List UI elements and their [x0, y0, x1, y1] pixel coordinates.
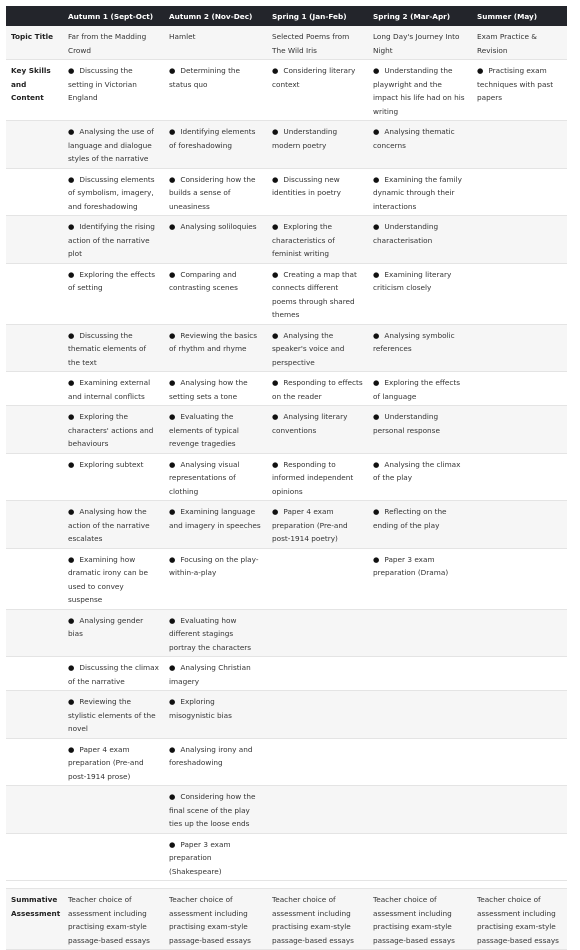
table-row [6, 609, 567, 657]
skill-cell-spring-1 [267, 501, 368, 549]
topic-cell-spring-1: Selected Poems from The Wild Iris [272, 32, 350, 55]
header-corner [6, 6, 63, 26]
bullet-icon: ● [169, 554, 176, 564]
skill-text: Exploring subtext [79, 459, 144, 469]
skill-cell-spring-2 [368, 657, 472, 691]
table-row [6, 372, 567, 406]
skill-cell-spring-2 [368, 691, 472, 739]
skill-cell-autumn-2 [164, 691, 267, 739]
skill-cell-spring-2 [368, 168, 472, 216]
bullet-icon: ● [272, 459, 279, 469]
bullet-icon: ● [272, 269, 279, 279]
bullet-icon: ● [272, 507, 279, 516]
table-body [6, 26, 567, 950]
bullet-icon: ● [169, 744, 176, 754]
skill-cell-spring-1 [267, 263, 368, 324]
skill-cell-summer [472, 372, 567, 406]
skill-cell-summer [472, 324, 567, 372]
skill-cell-autumn-1 [63, 372, 164, 406]
skill-cell-summer [472, 738, 567, 786]
skill-text: Discussing elements of symbolism, imagery, and foreshadowing [68, 174, 155, 211]
skill-cell-autumn-1 [63, 168, 164, 216]
header-row [6, 6, 567, 26]
bullet-icon: ● [272, 222, 279, 231]
bullet-icon: ● [373, 66, 380, 75]
bullet-icon: ● [169, 792, 176, 801]
skill-cell-autumn-1 [63, 786, 164, 834]
bullet-icon: ● [373, 330, 380, 340]
topic-title-row [6, 26, 567, 60]
skill-text: Analysing soliloquies [180, 222, 257, 231]
table-row [6, 691, 567, 739]
skill-cell-autumn-2 [164, 324, 267, 372]
bullet-icon: ● [272, 127, 279, 136]
skill-cell-spring-2 [368, 263, 472, 324]
skill-cell-spring-2 [368, 833, 472, 881]
bullet-icon: ● [272, 378, 279, 387]
skill-text: Exploring the effects of language [373, 378, 461, 401]
bullet-icon: ● [169, 412, 176, 421]
bullet-icon: ● [169, 615, 176, 625]
skill-text: Understanding characterisation [373, 222, 439, 245]
skill-cell-autumn-2 [164, 60, 267, 121]
bullet-icon: ● [169, 174, 176, 184]
skill-cell-spring-1 [267, 216, 368, 264]
skill-text: Analysing symbolic references [373, 330, 455, 353]
skill-text: Analysing the climax of the play [373, 459, 461, 482]
bullet-icon: ● [169, 459, 176, 469]
skill-cell-autumn-2 [164, 263, 267, 324]
skill-text: Exploring the effects of setting [68, 269, 156, 292]
skill-cell-autumn-1 [63, 657, 164, 691]
section-divider [6, 881, 567, 889]
skill-cell-autumn-1 [63, 691, 164, 739]
skill-text: Analysing Christian imagery [169, 663, 251, 686]
skill-cell-summer [472, 406, 567, 454]
skill-text: Identifying elements of foreshadowing [169, 127, 256, 150]
topic-cell-spring-2: Long Day's Journey Into Night [373, 32, 460, 55]
skill-cell-spring-2 [368, 548, 472, 609]
skill-cell-spring-2 [368, 121, 472, 169]
skill-cell-summer [472, 168, 567, 216]
bullet-icon: ● [272, 330, 279, 340]
skill-cell-autumn-1 [63, 121, 164, 169]
skill-cell-autumn-2 [164, 372, 267, 406]
skill-text: Understanding modern poetry [272, 127, 338, 150]
bullet-icon: ● [477, 66, 484, 75]
bullet-icon: ● [169, 127, 176, 136]
summative-cell-summer: Teacher choice of assessment including practising exam-style passage-based essays [477, 895, 559, 945]
skill-cell-autumn-1 [63, 833, 164, 881]
bullet-icon: ● [169, 269, 176, 279]
summative-cell-autumn-2: Teacher choice of assessment including practising exam-style passage-based essays [169, 895, 251, 945]
bullet-icon: ● [68, 697, 75, 706]
skill-text: Analysing literary conventions [272, 412, 348, 435]
skill-text: Considering how the final scene of the play ties up the loose ends [169, 792, 256, 828]
skill-cell-summer [472, 501, 567, 549]
skill-cell-autumn-1 [63, 263, 164, 324]
skill-cell-spring-1 [267, 60, 368, 121]
skill-cell-spring-2 [368, 60, 472, 121]
table-row [6, 453, 567, 501]
bullet-icon: ● [68, 554, 75, 564]
skill-cell-autumn-2 [164, 216, 267, 264]
table-row [6, 216, 567, 264]
skill-cell-spring-2 [368, 406, 472, 454]
skill-cell-summer [472, 216, 567, 264]
skill-text: Determining the status quo [169, 66, 241, 89]
skill-cell-spring-2 [368, 453, 472, 501]
skill-text: Comparing and contrasting scenes [169, 269, 238, 292]
table-row [6, 406, 567, 454]
row-label-empty [6, 548, 63, 609]
skill-text: Practising exam techniques with past papers [477, 66, 554, 102]
skill-text: Analysing thematic concerns [373, 127, 455, 150]
skill-cell-autumn-2 [164, 548, 267, 609]
row-label-empty [6, 453, 63, 501]
bullet-icon: ● [373, 507, 380, 516]
bullet-icon: ● [272, 174, 279, 184]
skill-cell-spring-1 [267, 833, 368, 881]
skill-cell-summer [472, 609, 567, 657]
row-label-empty [6, 609, 63, 657]
skill-cell-autumn-2 [164, 786, 267, 834]
table-row [6, 168, 567, 216]
skill-text: Evaluating how different stagings portray the characters [169, 615, 252, 652]
row-label-empty [6, 738, 63, 786]
row-label-empty [6, 501, 63, 549]
skill-cell-spring-2 [368, 372, 472, 406]
skill-text: Exploring the characters' actions and behaviours [68, 412, 154, 448]
skill-text: Analysing how the setting sets a tone [169, 378, 248, 401]
skill-text: Analysing the speaker's voice and perspective [272, 330, 345, 367]
skill-text: Focusing on the play-within-a-play [169, 554, 259, 577]
bullet-icon: ● [373, 459, 380, 469]
summative-cell-autumn-1: Teacher choice of assessment including practising exam-style passage-based essays [68, 895, 150, 945]
skill-text: Analysing irony and foreshadowing [169, 744, 253, 767]
skill-cell-autumn-2 [164, 168, 267, 216]
skill-cell-summer [472, 60, 567, 121]
skill-text: Analysing how the action of the narrative escalates [68, 507, 150, 543]
table-row [6, 657, 567, 691]
skill-text: Discussing new identities in poetry [272, 174, 341, 197]
skill-cell-summer [472, 121, 567, 169]
bullet-icon: ● [373, 378, 380, 387]
skill-text: Responding to effects on the reader [272, 378, 363, 401]
skill-cell-autumn-2 [164, 738, 267, 786]
skill-cell-summer [472, 833, 567, 881]
table-row [6, 60, 567, 121]
skill-cell-summer [472, 657, 567, 691]
skill-cell-autumn-2 [164, 657, 267, 691]
row-label-empty [6, 786, 63, 834]
bullet-icon: ● [68, 66, 75, 75]
bullet-icon: ● [169, 330, 176, 340]
skill-text: Paper 4 exam preparation (Pre-and post-1914 poetry) [272, 507, 348, 543]
bullet-icon: ● [373, 412, 380, 421]
skill-cell-autumn-2 [164, 501, 267, 549]
skill-text: Identifying the rising action of the narrative plot [68, 222, 155, 258]
summative-assessment-row [6, 889, 567, 950]
bullet-icon: ● [68, 744, 75, 754]
bullet-icon: ● [169, 663, 176, 672]
key-skills-label: Key Skills and Content [11, 66, 51, 102]
skill-cell-spring-1 [267, 548, 368, 609]
skill-cell-autumn-1 [63, 406, 164, 454]
header-summer: Summer (May) [472, 6, 567, 26]
bullet-icon: ● [68, 269, 75, 279]
row-label-empty [6, 324, 63, 372]
bullet-icon: ● [373, 127, 380, 136]
table-row [6, 786, 567, 834]
skill-cell-autumn-1 [63, 609, 164, 657]
skill-text: Evaluating the elements of typical revenge tragedies [169, 412, 239, 448]
skill-text: Discussing the climax of the narrative [68, 663, 159, 686]
skill-cell-spring-2 [368, 609, 472, 657]
skill-cell-autumn-1 [63, 216, 164, 264]
summative-assessment-label: Summative Assessment [11, 895, 61, 918]
bullet-icon: ● [169, 66, 176, 75]
skill-cell-autumn-1 [63, 453, 164, 501]
skill-text: Responding to informed independent opinions [272, 459, 354, 496]
skill-text: Analysing visual representations of clothing [169, 459, 240, 496]
row-label-empty [6, 406, 63, 454]
skill-text: Examining how dramatic irony can be used to convey suspense [68, 554, 149, 604]
bullet-icon: ● [68, 222, 75, 231]
skill-text: Paper 4 exam preparation (Pre-and post-1914 prose) [68, 744, 144, 781]
bullet-icon: ● [272, 66, 279, 75]
row-label-empty [6, 372, 63, 406]
skill-cell-spring-1 [267, 786, 368, 834]
skill-cell-summer [472, 263, 567, 324]
topic-cell-summer: Exam Practice & Revision [477, 32, 537, 55]
skill-cell-summer [472, 786, 567, 834]
skill-cell-autumn-2 [164, 406, 267, 454]
skill-cell-spring-1 [267, 406, 368, 454]
skill-cell-spring-1 [267, 372, 368, 406]
table-row [6, 833, 567, 881]
row-label-empty [6, 216, 63, 264]
skill-cell-spring-2 [368, 324, 472, 372]
table-row [6, 263, 567, 324]
bullet-icon: ● [68, 663, 75, 672]
curriculum-table [6, 6, 567, 950]
bullet-icon: ● [169, 839, 176, 849]
bullet-icon: ● [68, 174, 75, 184]
skill-cell-spring-2 [368, 786, 472, 834]
skill-cell-autumn-2 [164, 121, 267, 169]
bullet-icon: ● [272, 412, 279, 421]
table-row [6, 501, 567, 549]
skill-text: Analysing gender bias [68, 615, 144, 638]
skill-cell-spring-1 [267, 324, 368, 372]
skill-cell-spring-1 [267, 453, 368, 501]
bullet-icon: ● [68, 412, 75, 421]
skill-cell-spring-1 [267, 609, 368, 657]
header-autumn-1: Autumn 1 (Sept-Oct) [63, 6, 164, 26]
skill-cell-spring-2 [368, 216, 472, 264]
row-label-empty [6, 691, 63, 739]
skill-cell-autumn-1 [63, 738, 164, 786]
skill-cell-spring-2 [368, 738, 472, 786]
skill-text: Paper 3 exam preparation (Drama) [373, 554, 449, 577]
bullet-icon: ● [68, 507, 75, 516]
skill-text: Reviewing the stylistic elements of the novel [68, 697, 156, 733]
skill-cell-summer [472, 691, 567, 739]
skill-cell-autumn-1 [63, 501, 164, 549]
skill-text: Considering how the builds a sense of uneasiness [169, 174, 256, 211]
topic-cell-autumn-2: Hamlet [169, 32, 196, 41]
skill-text: Discussing the setting in Victorian England [68, 66, 137, 102]
bullet-icon: ● [373, 554, 380, 564]
skill-text: Paper 3 exam preparation (Shakespeare) [169, 839, 231, 876]
skill-text: Analysing the use of language and dialogue styles of the narrative [68, 127, 154, 163]
header-spring-1: Spring 1 (Jan-Feb) [267, 6, 368, 26]
table-row [6, 324, 567, 372]
skill-text: Creating a map that connects different poems through shared themes [272, 269, 357, 319]
skill-text: Examining language and imagery in speeches [169, 507, 261, 530]
topic-title-label: Topic Title [11, 32, 54, 41]
bullet-icon: ● [169, 222, 176, 231]
bullet-icon: ● [68, 459, 75, 469]
row-label-empty [6, 833, 63, 881]
skill-text: Exploring misogynistic bias [169, 697, 232, 720]
skill-cell-autumn-2 [164, 833, 267, 881]
skill-text: Understanding the playwright and the impact his life had on his writing [373, 66, 465, 116]
bullet-icon: ● [68, 127, 75, 136]
skill-cell-spring-1 [267, 121, 368, 169]
row-label-empty [6, 263, 63, 324]
summative-cell-spring-1: Teacher choice of assessment including practising exam-style passage-based essays [272, 895, 354, 945]
bullet-icon: ● [373, 222, 380, 231]
row-label-empty [6, 657, 63, 691]
bullet-icon: ● [169, 507, 176, 516]
skill-cell-autumn-2 [164, 453, 267, 501]
topic-cell-autumn-1: Far from the Madding Crowd [68, 32, 147, 55]
skill-cell-autumn-1 [63, 60, 164, 121]
skill-cell-autumn-1 [63, 548, 164, 609]
skill-cell-summer [472, 548, 567, 609]
bullet-icon: ● [169, 697, 176, 706]
skill-text: Reflecting on the ending of the play [373, 507, 447, 530]
skill-cell-spring-1 [267, 168, 368, 216]
bullet-icon: ● [169, 378, 176, 387]
skill-cell-spring-1 [267, 691, 368, 739]
table-row [6, 121, 567, 169]
skill-cell-spring-2 [368, 501, 472, 549]
skill-cell-spring-1 [267, 738, 368, 786]
skill-text: Examining literary criticism closely [373, 269, 452, 292]
row-label-empty [6, 121, 63, 169]
bullet-icon: ● [68, 615, 75, 625]
skill-cell-autumn-2 [164, 609, 267, 657]
header-spring-2: Spring 2 (Mar-Apr) [368, 6, 472, 26]
bullet-icon: ● [68, 330, 75, 340]
bullet-icon: ● [373, 174, 380, 184]
skill-cell-spring-1 [267, 657, 368, 691]
table-row [6, 548, 567, 609]
skill-text: Discussing the thematic elements of the text [68, 330, 147, 367]
divider-cell [6, 881, 567, 889]
bullet-icon: ● [373, 269, 380, 279]
skill-cell-summer [472, 453, 567, 501]
skill-text: Reviewing the basics of rhythm and rhyme [169, 330, 258, 353]
curriculum-table-container [6, 6, 567, 950]
skill-text: Understanding personal response [373, 412, 440, 435]
summative-cell-spring-2: Teacher choice of assessment including practising exam-style passage-based essays [373, 895, 455, 945]
skill-text: Examining external and internal conflicts [68, 378, 151, 401]
skill-text: Exploring the characteristics of feminist writing [272, 222, 335, 258]
bullet-icon: ● [68, 378, 75, 387]
skill-cell-autumn-1 [63, 324, 164, 372]
header-autumn-2: Autumn 2 (Nov-Dec) [164, 6, 267, 26]
table-row [6, 738, 567, 786]
skill-text: Examining the family dynamic through their interactions [373, 174, 462, 211]
row-label-empty [6, 168, 63, 216]
skill-text: Considering literary context [272, 66, 356, 89]
